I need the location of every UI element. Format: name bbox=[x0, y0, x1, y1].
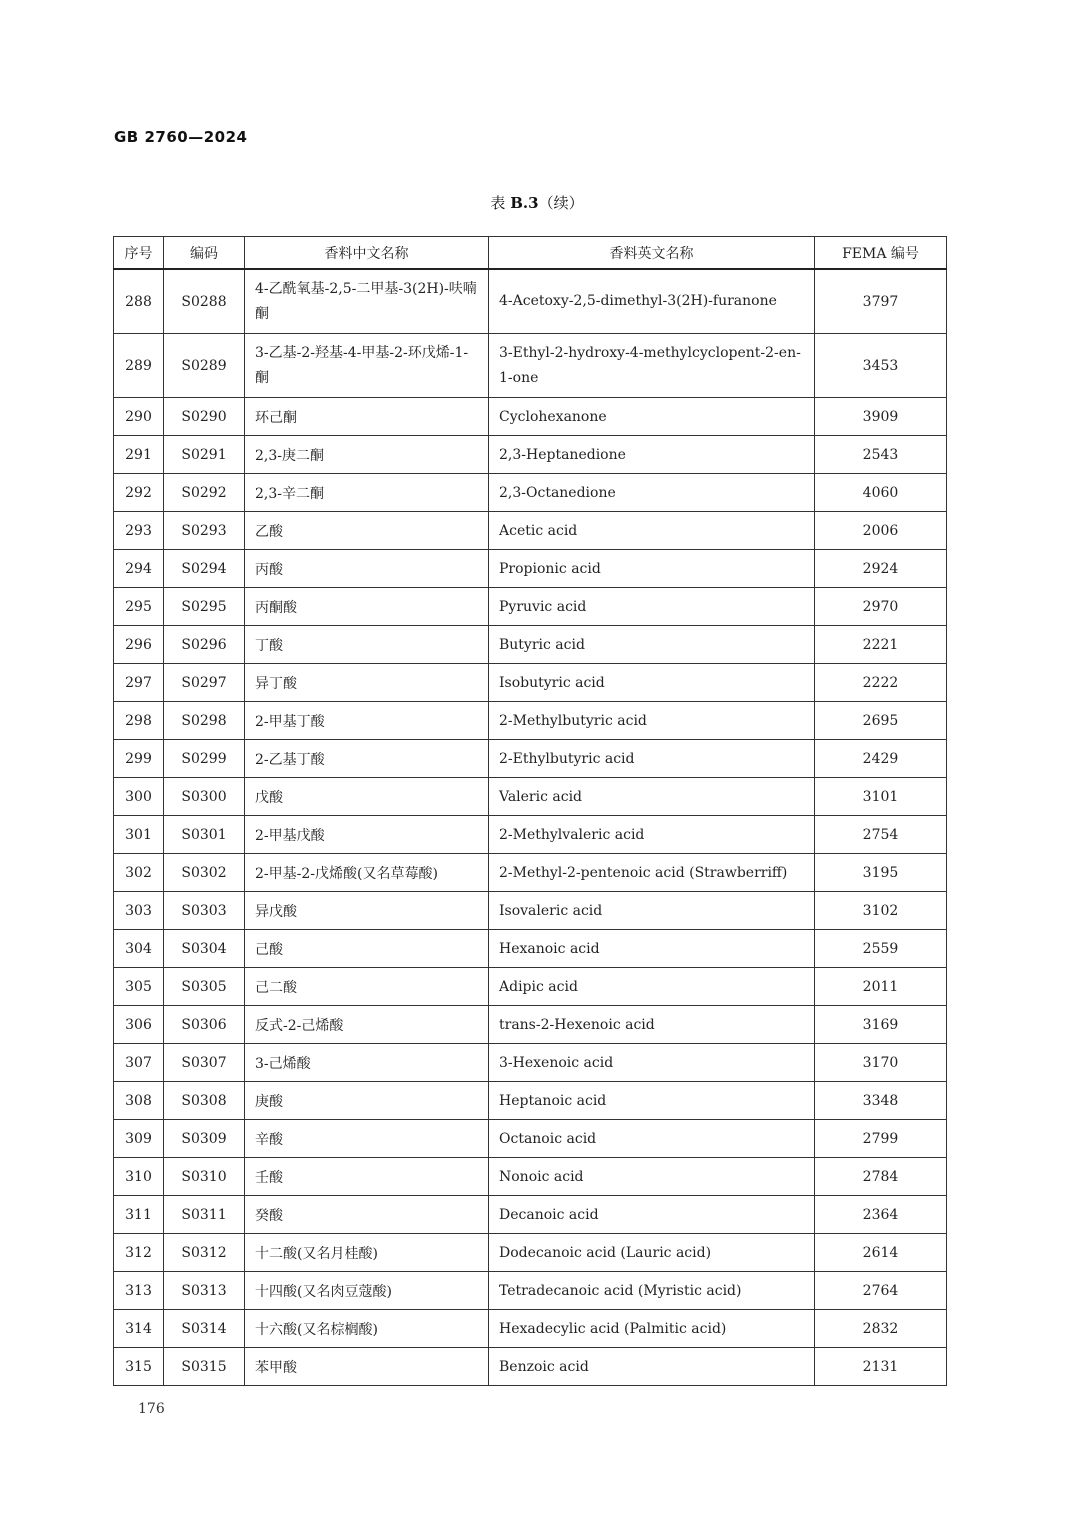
table-row bbox=[114, 1196, 947, 1234]
cell-en-name: Nonoic acid bbox=[489, 1158, 815, 1196]
table-row bbox=[114, 1082, 947, 1120]
cell-code: S0305 bbox=[164, 968, 245, 1006]
cell-no: 307 bbox=[114, 1044, 164, 1082]
cell-no: 310 bbox=[114, 1158, 164, 1196]
cell-en-name: Pyruvic acid bbox=[489, 588, 815, 626]
table-row bbox=[114, 1044, 947, 1082]
cell-no: 314 bbox=[114, 1310, 164, 1348]
cell-en-name: Octanoic acid bbox=[489, 1120, 815, 1158]
cell-fema: 3453 bbox=[815, 334, 947, 398]
cell-code: S0298 bbox=[164, 702, 245, 740]
cell-fema: 2364 bbox=[815, 1196, 947, 1234]
table-row bbox=[114, 626, 947, 664]
cell-en-name: Isobutyric acid bbox=[489, 664, 815, 702]
table-row bbox=[114, 550, 947, 588]
cell-fema: 2695 bbox=[815, 702, 947, 740]
cell-code: S0296 bbox=[164, 626, 245, 664]
standard-code: GB 2760—2024 bbox=[114, 128, 248, 146]
cell-en-name: Isovaleric acid bbox=[489, 892, 815, 930]
cell-no: 311 bbox=[114, 1196, 164, 1234]
cell-cn-name: 戊酸 bbox=[245, 778, 489, 816]
cell-en-name: Propionic acid bbox=[489, 550, 815, 588]
cell-no: 293 bbox=[114, 512, 164, 550]
table-row bbox=[114, 1234, 947, 1272]
cell-en-name: Cyclohexanone bbox=[489, 398, 815, 436]
cell-fema: 2011 bbox=[815, 968, 947, 1006]
table-row bbox=[114, 778, 947, 816]
cell-code: S0293 bbox=[164, 512, 245, 550]
cell-code: S0308 bbox=[164, 1082, 245, 1120]
cell-fema: 2784 bbox=[815, 1158, 947, 1196]
cell-cn-name: 3-己烯酸 bbox=[245, 1044, 489, 1082]
table-row bbox=[114, 398, 947, 436]
table-title-prefix: 表 bbox=[490, 194, 506, 212]
cell-no: 290 bbox=[114, 398, 164, 436]
cell-no: 295 bbox=[114, 588, 164, 626]
cell-en-name: 2,3-Heptanedione bbox=[489, 436, 815, 474]
table-row bbox=[114, 930, 947, 968]
cell-code: S0306 bbox=[164, 1006, 245, 1044]
cell-no: 296 bbox=[114, 626, 164, 664]
cell-cn-name: 4-乙酰氧基-2,5-二甲基-3(2H)-呋喃酮 bbox=[245, 269, 489, 334]
cell-no: 297 bbox=[114, 664, 164, 702]
cell-cn-name: 2-甲基丁酸 bbox=[245, 702, 489, 740]
table-row bbox=[114, 334, 947, 398]
table-row bbox=[114, 474, 947, 512]
table-title-label: B.3 bbox=[510, 194, 539, 212]
cell-no: 294 bbox=[114, 550, 164, 588]
cell-cn-name: 癸酸 bbox=[245, 1196, 489, 1234]
cell-cn-name: 己酸 bbox=[245, 930, 489, 968]
cell-no: 301 bbox=[114, 816, 164, 854]
table-row bbox=[114, 854, 947, 892]
page-number: 176 bbox=[138, 1401, 165, 1417]
cell-fema: 3195 bbox=[815, 854, 947, 892]
cell-en-name: Dodecanoic acid (Lauric acid) bbox=[489, 1234, 815, 1272]
cell-cn-name: 异戊酸 bbox=[245, 892, 489, 930]
cell-en-name: trans-2-Hexenoic acid bbox=[489, 1006, 815, 1044]
cell-code: S0312 bbox=[164, 1234, 245, 1272]
table-row bbox=[114, 702, 947, 740]
cell-code: S0303 bbox=[164, 892, 245, 930]
cell-fema: 2221 bbox=[815, 626, 947, 664]
cell-fema: 3348 bbox=[815, 1082, 947, 1120]
table-row bbox=[114, 892, 947, 930]
table-row bbox=[114, 816, 947, 854]
cell-no: 302 bbox=[114, 854, 164, 892]
cell-en-name: 2-Methylbutyric acid bbox=[489, 702, 815, 740]
cell-en-name: Butyric acid bbox=[489, 626, 815, 664]
cell-cn-name: 十二酸(又名月桂酸) bbox=[245, 1234, 489, 1272]
cell-en-name: 2-Methyl-2-pentenoic acid (Strawberriff) bbox=[489, 854, 815, 892]
cell-no: 305 bbox=[114, 968, 164, 1006]
cell-no: 298 bbox=[114, 702, 164, 740]
cell-code: S0307 bbox=[164, 1044, 245, 1082]
cell-cn-name: 丙酮酸 bbox=[245, 588, 489, 626]
cell-en-name: Heptanoic acid bbox=[489, 1082, 815, 1120]
cell-cn-name: 苯甲酸 bbox=[245, 1348, 489, 1386]
cell-fema: 3101 bbox=[815, 778, 947, 816]
cell-no: 308 bbox=[114, 1082, 164, 1120]
cell-en-name: 3-Ethyl-2-hydroxy-4-methylcyclopent-2-en-1-one bbox=[489, 334, 815, 398]
table-row bbox=[114, 512, 947, 550]
cell-cn-name: 己二酸 bbox=[245, 968, 489, 1006]
cell-code: S0315 bbox=[164, 1348, 245, 1386]
cell-cn-name: 反式-2-己烯酸 bbox=[245, 1006, 489, 1044]
cell-no: 303 bbox=[114, 892, 164, 930]
cell-code: S0297 bbox=[164, 664, 245, 702]
cell-code: S0311 bbox=[164, 1196, 245, 1234]
table-row bbox=[114, 664, 947, 702]
cell-cn-name: 2,3-辛二酮 bbox=[245, 474, 489, 512]
cell-fema: 2543 bbox=[815, 436, 947, 474]
table-row bbox=[114, 1158, 947, 1196]
cell-cn-name: 壬酸 bbox=[245, 1158, 489, 1196]
cell-no: 309 bbox=[114, 1120, 164, 1158]
cell-no: 288 bbox=[114, 269, 164, 334]
cell-code: S0295 bbox=[164, 588, 245, 626]
cell-code: S0301 bbox=[164, 816, 245, 854]
cell-en-name: 4-Acetoxy-2,5-dimethyl-3(2H)-furanone bbox=[489, 269, 815, 334]
cell-no: 312 bbox=[114, 1234, 164, 1272]
cell-en-name: Decanoic acid bbox=[489, 1196, 815, 1234]
table-row bbox=[114, 1120, 947, 1158]
cell-cn-name: 辛酸 bbox=[245, 1120, 489, 1158]
col-header-no: 序号 bbox=[114, 237, 164, 270]
table-row bbox=[114, 269, 947, 334]
cell-cn-name: 2,3-庚二酮 bbox=[245, 436, 489, 474]
cell-code: S0288 bbox=[164, 269, 245, 334]
cell-en-name: Tetradecanoic acid (Myristic acid) bbox=[489, 1272, 815, 1310]
cell-code: S0310 bbox=[164, 1158, 245, 1196]
cell-fema: 3797 bbox=[815, 269, 947, 334]
cell-cn-name: 2-乙基丁酸 bbox=[245, 740, 489, 778]
cell-fema: 2131 bbox=[815, 1348, 947, 1386]
table-row bbox=[114, 588, 947, 626]
cell-cn-name: 3-乙基-2-羟基-4-甲基-2-环戊烯-1-酮 bbox=[245, 334, 489, 398]
cell-code: S0299 bbox=[164, 740, 245, 778]
cell-no: 313 bbox=[114, 1272, 164, 1310]
col-header-cn-name: 香料中文名称 bbox=[245, 237, 489, 270]
cell-cn-name: 异丁酸 bbox=[245, 664, 489, 702]
cell-fema: 3102 bbox=[815, 892, 947, 930]
cell-code: S0289 bbox=[164, 334, 245, 398]
cell-code: S0314 bbox=[164, 1310, 245, 1348]
cell-cn-name: 十六酸(又名棕榈酸) bbox=[245, 1310, 489, 1348]
cell-fema: 2006 bbox=[815, 512, 947, 550]
cell-en-name: Adipic acid bbox=[489, 968, 815, 1006]
table-row bbox=[114, 1006, 947, 1044]
cell-no: 299 bbox=[114, 740, 164, 778]
cell-cn-name: 丙酸 bbox=[245, 550, 489, 588]
table-row bbox=[114, 1310, 947, 1348]
cell-code: S0302 bbox=[164, 854, 245, 892]
cell-no: 289 bbox=[114, 334, 164, 398]
cell-fema: 2832 bbox=[815, 1310, 947, 1348]
cell-code: S0309 bbox=[164, 1120, 245, 1158]
col-header-fema: FEMA 编号 bbox=[815, 237, 947, 270]
cell-en-name: Hexadecylic acid (Palmitic acid) bbox=[489, 1310, 815, 1348]
cell-fema: 2754 bbox=[815, 816, 947, 854]
cell-en-name: 3-Hexenoic acid bbox=[489, 1044, 815, 1082]
cell-cn-name: 环己酮 bbox=[245, 398, 489, 436]
cell-fema: 3169 bbox=[815, 1006, 947, 1044]
cell-en-name: Benzoic acid bbox=[489, 1348, 815, 1386]
cell-fema: 4060 bbox=[815, 474, 947, 512]
cell-no: 315 bbox=[114, 1348, 164, 1386]
cell-fema: 2799 bbox=[815, 1120, 947, 1158]
cell-code: S0304 bbox=[164, 930, 245, 968]
cell-fema: 2970 bbox=[815, 588, 947, 626]
cell-cn-name: 乙酸 bbox=[245, 512, 489, 550]
cell-no: 304 bbox=[114, 930, 164, 968]
cell-code: S0313 bbox=[164, 1272, 245, 1310]
cell-en-name: 2,3-Octanedione bbox=[489, 474, 815, 512]
cell-fema: 3909 bbox=[815, 398, 947, 436]
cell-code: S0290 bbox=[164, 398, 245, 436]
table-header-row bbox=[114, 237, 947, 270]
col-header-en-name: 香料英文名称 bbox=[489, 237, 815, 270]
cell-fema: 2614 bbox=[815, 1234, 947, 1272]
table-row bbox=[114, 968, 947, 1006]
cell-no: 300 bbox=[114, 778, 164, 816]
cell-code: S0291 bbox=[164, 436, 245, 474]
cell-cn-name: 十四酸(又名肉豆蔻酸) bbox=[245, 1272, 489, 1310]
cell-en-name: Hexanoic acid bbox=[489, 930, 815, 968]
cell-en-name: Acetic acid bbox=[489, 512, 815, 550]
cell-cn-name: 庚酸 bbox=[245, 1082, 489, 1120]
table-row bbox=[114, 1272, 947, 1310]
cell-cn-name: 丁酸 bbox=[245, 626, 489, 664]
cell-fema: 2924 bbox=[815, 550, 947, 588]
cell-no: 306 bbox=[114, 1006, 164, 1044]
cell-en-name: 2-Methylvaleric acid bbox=[489, 816, 815, 854]
cell-code: S0294 bbox=[164, 550, 245, 588]
cell-cn-name: 2-甲基-2-戊烯酸(又名草莓酸) bbox=[245, 854, 489, 892]
cell-fema: 2222 bbox=[815, 664, 947, 702]
cell-fema: 2429 bbox=[815, 740, 947, 778]
cell-en-name: Valeric acid bbox=[489, 778, 815, 816]
cell-fema: 3170 bbox=[815, 1044, 947, 1082]
cell-no: 291 bbox=[114, 436, 164, 474]
table-body bbox=[114, 269, 947, 1386]
cell-no: 292 bbox=[114, 474, 164, 512]
table-title bbox=[0, 192, 1074, 213]
table-row bbox=[114, 740, 947, 778]
table-row bbox=[114, 436, 947, 474]
cell-fema: 2559 bbox=[815, 930, 947, 968]
cell-en-name: 2-Ethylbutyric acid bbox=[489, 740, 815, 778]
table-title-suffix: （续） bbox=[538, 194, 584, 212]
cell-fema: 2764 bbox=[815, 1272, 947, 1310]
col-header-code: 编码 bbox=[164, 237, 245, 270]
cell-cn-name: 2-甲基戊酸 bbox=[245, 816, 489, 854]
table-row bbox=[114, 1348, 947, 1386]
cell-code: S0300 bbox=[164, 778, 245, 816]
flavor-table bbox=[113, 236, 947, 1386]
cell-code: S0292 bbox=[164, 474, 245, 512]
